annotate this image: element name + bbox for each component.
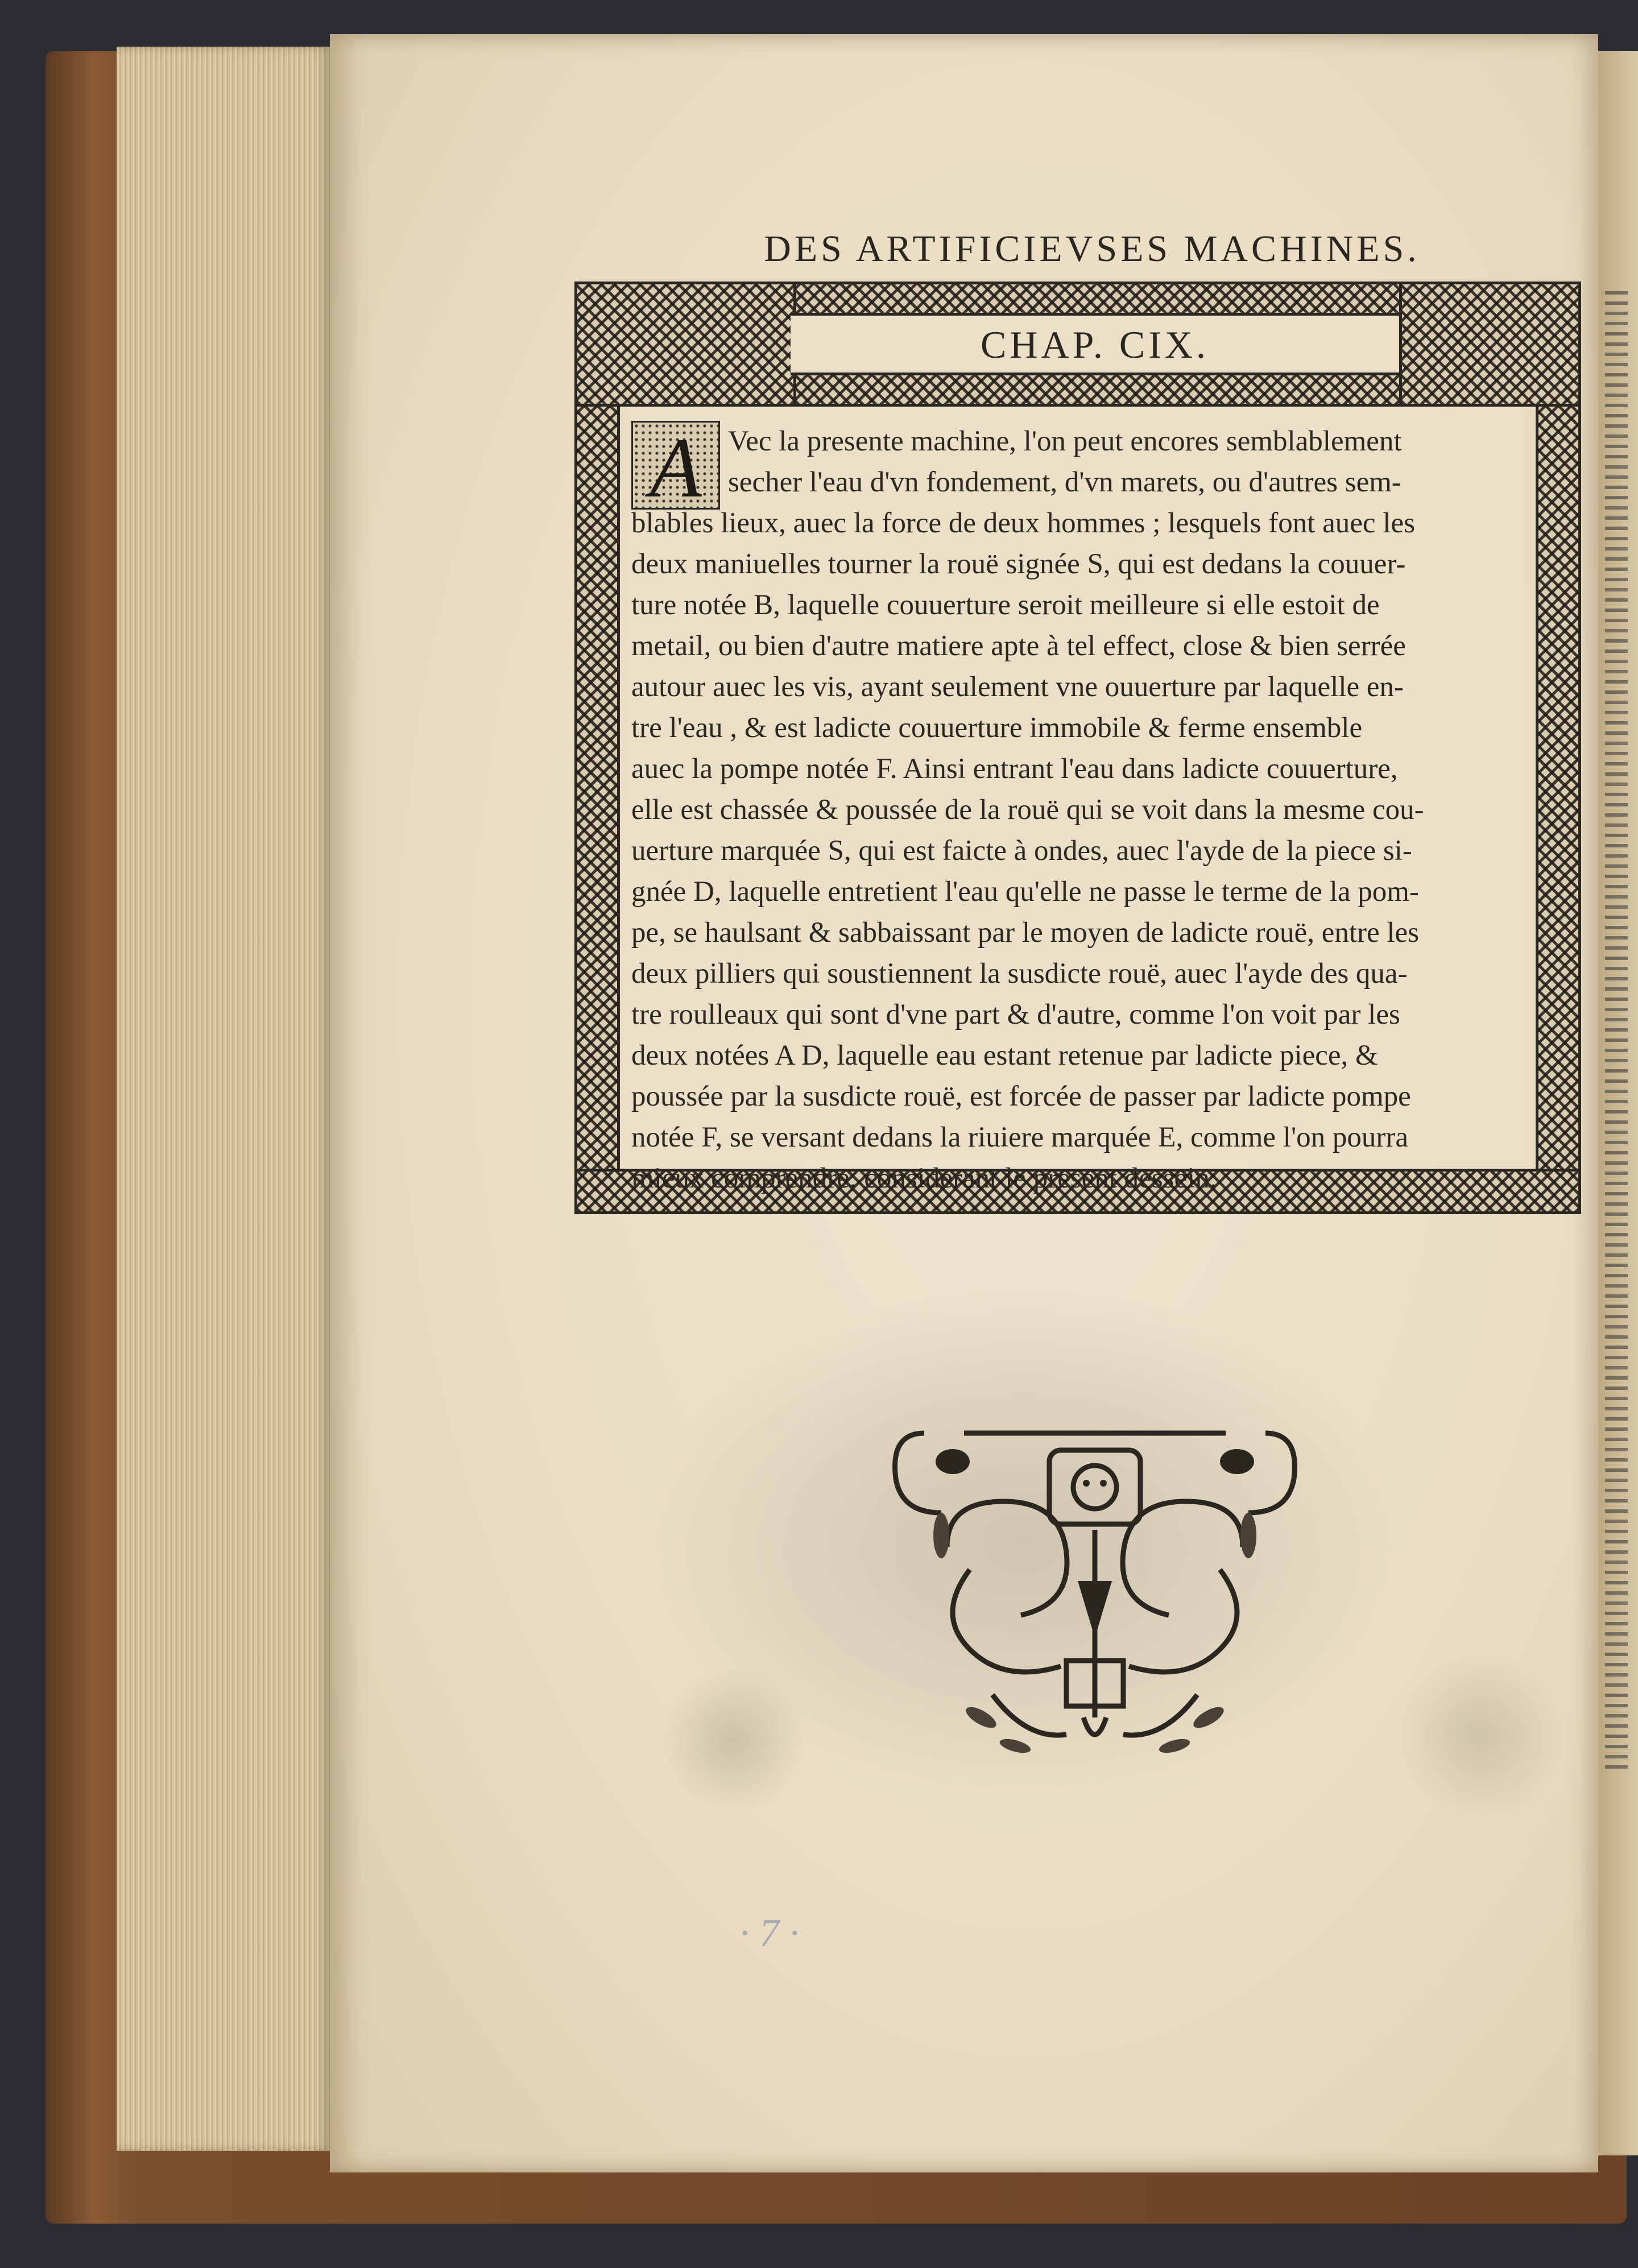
show-through-ornament-left xyxy=(660,1666,808,1814)
text-line: deux maniuelles tourner la rouë signée S, qui est dedans la couuer- xyxy=(631,548,1406,580)
text-line: deux notées A D, laquelle eau estant retenue par ladicte piece, & xyxy=(631,1040,1378,1071)
text-line: elle est chassée & poussée de la rouë qui se voit dans la mesme cou- xyxy=(631,794,1424,826)
text-line: Vec la presente machine, l'on peut encores semblablement xyxy=(728,425,1402,457)
frame-border-right xyxy=(1536,282,1581,1214)
text-line: gnée D, laquelle entretient l'eau qu'elle ne passe le terme de la pom- xyxy=(631,876,1419,908)
text-block xyxy=(626,409,1524,1194)
page-edges xyxy=(117,47,333,2151)
facing-page-edge xyxy=(1592,51,1638,2155)
chapter-heading: CHAP. CIX. xyxy=(981,323,1209,366)
show-through-ornament-right xyxy=(1393,1649,1564,1820)
text-line: auec la pompe notée F. Ainsi entrant l'eau dans ladicte couuerture, xyxy=(631,753,1398,785)
fleuron-ornament xyxy=(879,1399,1311,1774)
handwritten-mark: · 7 · xyxy=(739,1911,799,1955)
frame-border-left xyxy=(574,282,620,1214)
text-line: poussée par la susdicte rouë, est forcée de passer par ladicte pompe xyxy=(631,1081,1411,1112)
text-line: autour auec les vis, ayant seulement vne ouuerture par laquelle en- xyxy=(631,671,1404,703)
text-line: uerture marquée S, qui est faicte à ondes, auec l'ayde de la piece si- xyxy=(631,835,1412,867)
frame-header-ornament-right xyxy=(1399,282,1581,407)
frame-header-ornament-left xyxy=(574,282,796,407)
text-line: ture notée B, laquelle couuerture seroit meilleure si elle estoit de xyxy=(631,589,1380,621)
text-line: blables lieux, auec la force de deux hommes ; lesquels font auec les xyxy=(631,507,1415,539)
facing-page-border xyxy=(1605,290,1628,1769)
text-line: tre l'eau , & est ladicte couuerture immobile & ferme ensemble xyxy=(631,712,1363,744)
text-line: notée F, se versant dedans la riuiere marquée E, comme l'on pourra xyxy=(631,1121,1409,1153)
running-head: DES ARTIFICIEVSES MACHINES. xyxy=(764,228,1420,270)
text-line: metail, ou bien d'autre matiere apte à tel effect, close & bien serrée xyxy=(631,630,1406,662)
ornamental-frame xyxy=(574,282,1581,1217)
text-line: mieux comprendre, considerant le present dessein. xyxy=(631,1162,1217,1194)
text-line: pe, se haulsant & sabbaissant par le moyen de ladicte rouë, entre les xyxy=(631,917,1420,949)
chapter-heading-box xyxy=(791,313,1399,375)
text-line: secher l'eau d'vn fondement, d'vn marets, ou d'autres sem- xyxy=(728,466,1401,498)
drop-cap-letter: A xyxy=(650,421,702,515)
text-line: deux pilliers qui soustiennent la susdicte rouë, auec l'ayde des qua- xyxy=(631,958,1408,990)
body-paragraph xyxy=(631,421,1519,1199)
text-line: tre roulleaux qui sont d'vne part & d'autre, comme l'on voit par les xyxy=(631,999,1400,1030)
